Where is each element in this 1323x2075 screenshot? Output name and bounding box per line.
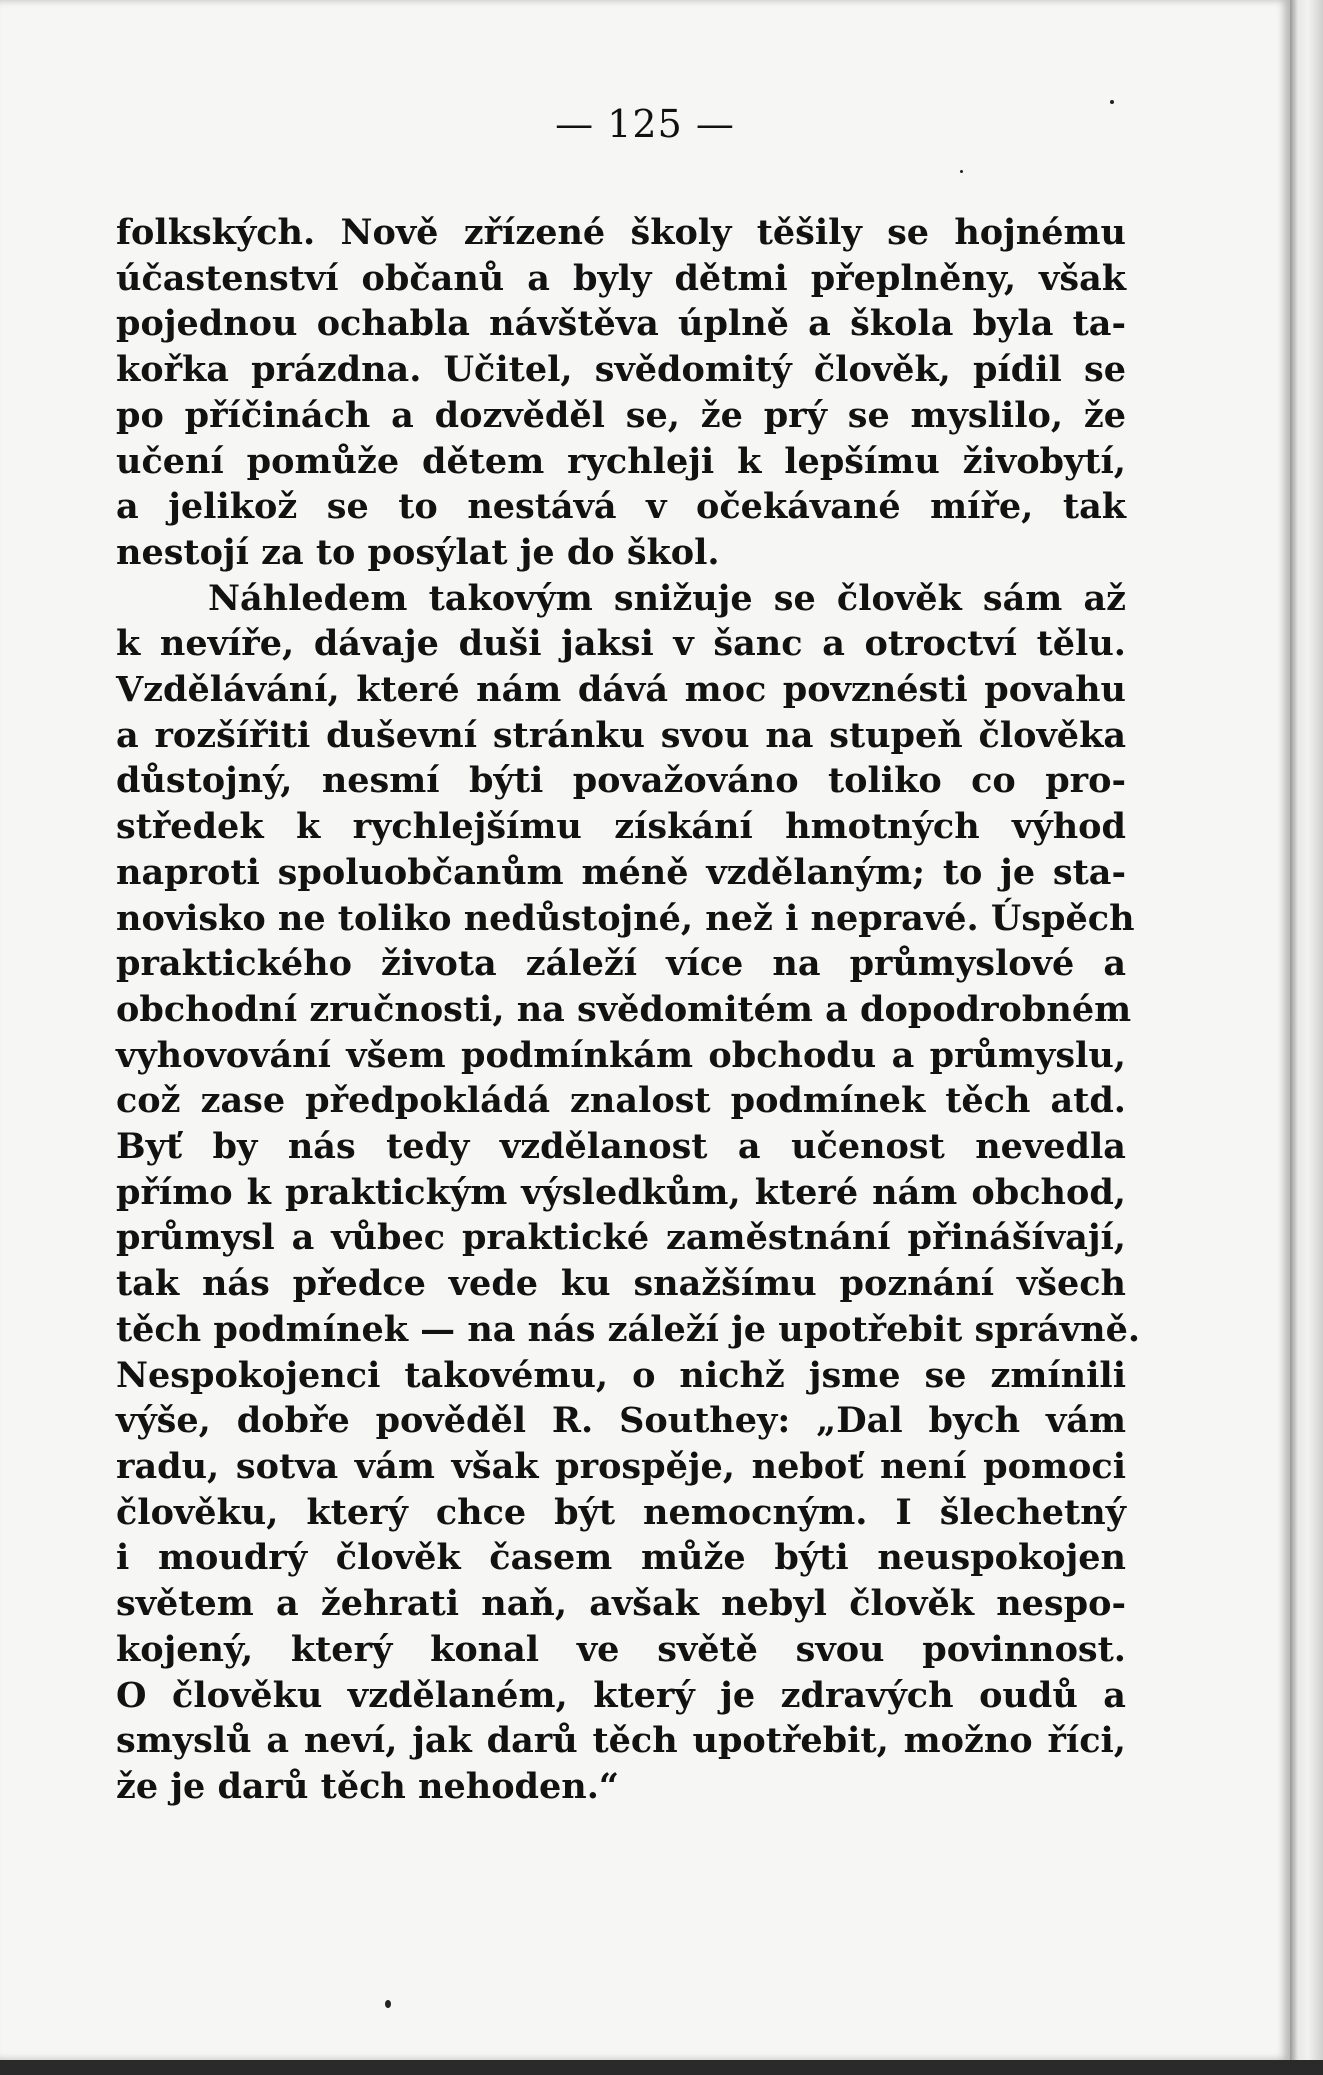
text-line: Byť by nás tedy vzdělanost a učenost nevedla bbox=[116, 1126, 1126, 1168]
text-line: folkských. Nově zřízené školy těšily se hojnému bbox=[116, 212, 1126, 253]
text-line: člověku, který chce být nemocným. I šlechetný bbox=[116, 1491, 1126, 1533]
text-line: důstojný, nesmí býti považováno toliko co pro- bbox=[116, 760, 1126, 802]
text-line: po příčinách a dozvěděl se, že prý se myslilo, že bbox=[116, 394, 1126, 436]
text-line: těch podmínek — na nás záleží je upotřebit správně. bbox=[116, 1308, 1141, 1350]
text-line: učení pomůže dětem rychleji k lepšímu živobytí, bbox=[116, 440, 1126, 482]
text-line: radu, sotva vám však prospěje, neboť není pomoci bbox=[116, 1445, 1126, 1487]
text-line: účastenství občanů a byly dětmi přeplněny, však bbox=[116, 257, 1126, 299]
text-line: světem a žehrati naň, avšak nebyl člověk nespo- bbox=[116, 1583, 1126, 1625]
body-text bbox=[116, 210, 1141, 1810]
page-number: — 125 — bbox=[555, 102, 735, 146]
text-line: středek k rychlejšímu získání hmotných výhod bbox=[116, 806, 1126, 848]
text-line: kojený, který konal ve světě svou povinnost. bbox=[116, 1628, 1126, 1670]
text-line: průmysl a vůbec praktické zaměstnání přinášívají, bbox=[116, 1217, 1126, 1259]
text-line: Náhledem takovým snižuje se člověk sám až bbox=[208, 577, 1126, 619]
text-line: Nespokojenci takovému, o nichž jsme se zmínili bbox=[116, 1354, 1126, 1396]
text-line: že je darů těch nehoden.“ bbox=[116, 1765, 620, 1807]
text-line: smyslů a neví, jak darů těch upotřebit, možno říci, bbox=[116, 1720, 1126, 1762]
ink-speck bbox=[1110, 100, 1114, 104]
text-line: i moudrý člověk časem může býti neuspokojen bbox=[116, 1537, 1126, 1579]
text-line: naproti spoluobčanům méně vzdělaným; to je sta- bbox=[116, 851, 1126, 893]
text-line: obchodní zručnosti, na svědomitém a dopodrobném bbox=[116, 988, 1132, 1030]
text-line: k nevíře, dávaje duši jaksi v šanc a otroctví tělu. bbox=[116, 623, 1126, 665]
text-line: a jelikož se to nestává v očekávané míře, tak bbox=[116, 486, 1126, 528]
text-line: praktického života záleží více na průmyslové a bbox=[116, 943, 1126, 985]
text-line: O člověku vzdělaném, který je zdravých oudů a bbox=[116, 1674, 1126, 1716]
text-line: a rozšířiti duševní stránku svou na stupeň člověka bbox=[116, 714, 1126, 756]
text-line: pojednou ochabla návštěva úplně a škola byla ta- bbox=[116, 303, 1126, 345]
text-line: novisko ne toliko nedůstojné, než i nepravé. Úspěch bbox=[116, 897, 1135, 939]
text-line: výše, dobře pověděl R. Southey: „Dal bych vám bbox=[116, 1400, 1126, 1442]
ink-speck bbox=[385, 2000, 391, 2008]
text-line: přímo k praktickým výsledkům, které nám obchod, bbox=[116, 1171, 1126, 1213]
page-bottom-border bbox=[0, 2060, 1323, 2075]
text-line: což zase předpokládá znalost podmínek těch atd. bbox=[116, 1080, 1126, 1122]
text-line: nestojí za to posýlat je do škol. bbox=[116, 531, 720, 573]
text-line: Vzdělávání, které nám dává moc povznésti povahu bbox=[116, 669, 1126, 711]
text-line: kořka prázdna. Učitel, svědomitý člověk, pídil se bbox=[116, 349, 1126, 391]
text-line: vyhovování všem podmínkám obchodu a průmyslu, bbox=[116, 1034, 1126, 1076]
ink-speck bbox=[960, 170, 963, 173]
text-line: tak nás předce vede ku snažšímu poznání všech bbox=[116, 1263, 1126, 1305]
page-edge bbox=[1290, 0, 1323, 2075]
